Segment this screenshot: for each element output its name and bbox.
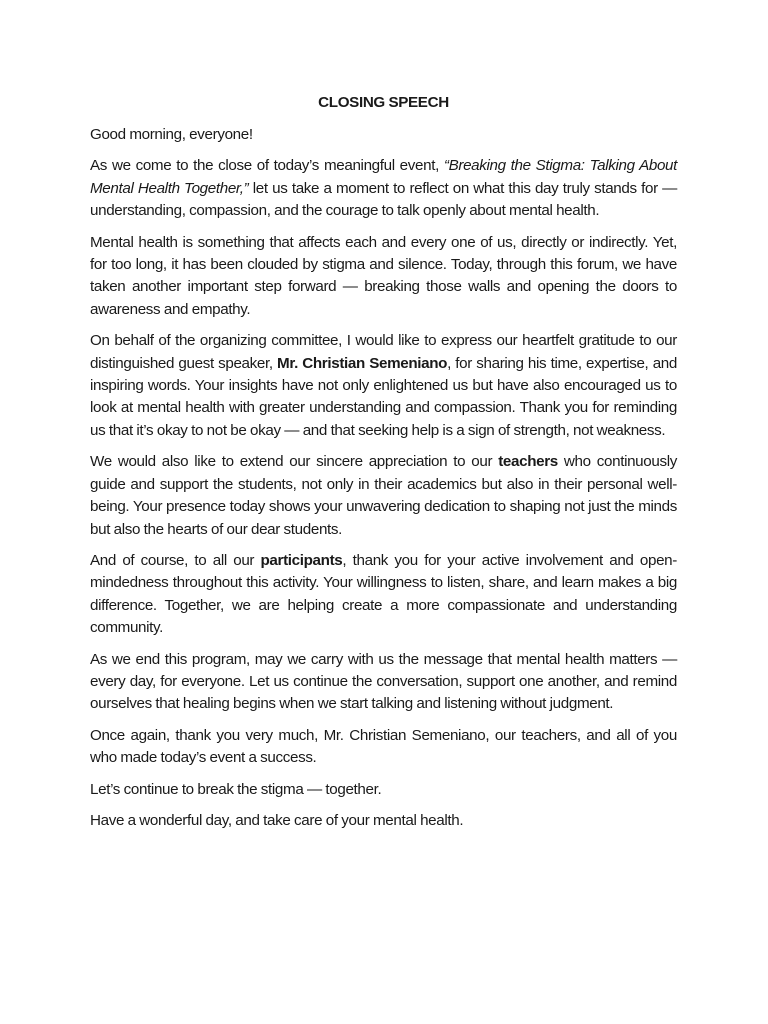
teachers-bold: teachers [498,453,558,471]
guest-speaker-name: Mr. Christian Semeniano [277,354,448,372]
gratitude-speaker-paragraph [90,330,677,442]
farewell-paragraph: Have a wonderful day, and take care of your mental health. [90,811,464,829]
participants-bold: participants [260,551,343,569]
teachers-paragraph [90,451,677,541]
intro-paragraph [90,155,677,222]
mental-health-paragraph: Mental health is something that affects each and every one of us, directly or indirectly. Yet, for too long, it has been clouded by stigma and silence. Today, through this forum, we have taken another important step forward — breaking those walls and opening the doors to awareness and empathy. [90,233,677,318]
teachers-text-end: who continuously guide and support the students, not only in their academics but also in their personal well-being. Your presence today shows your unwavering dedication to shaping not just the minds but also the hearts of our dear students. [90,453,677,538]
speech-page [90,90,677,841]
document-title: CLOSING SPEECH [318,94,449,111]
intro-text-end: let us take a moment to reflect on what this day truly stands for — understanding, compassion, and the courage to talk openly about mental health. [90,179,677,220]
gratitude-text-start: On behalf of the organizing committee, I would like to express our heartfelt gratitude to our distinguished guest speaker, [90,332,677,372]
break-stigma-paragraph: Let’s continue to break the stigma — together. [90,780,382,798]
participants-text-start: And of course, to all our [90,551,261,569]
participants-paragraph [90,550,677,640]
teachers-text-start: We would also like to extend our sincere appreciation to our [90,453,499,471]
event-name: “Breaking the Stigma: Talking About Mental Health Together,” [90,157,678,197]
gratitude-text-end: , for sharing his time, expertise, and inspiring words. Your insights have not only enlightened us but have also encouraged us to look at mental health with greater understanding and compassion. Thank you for reminding us that it’s okay to not be okay — and that seeking help is a sign of strength, not weakness. [90,354,677,439]
intro-text-start: As we come to the close of today’s meaningful event, [90,157,444,175]
greeting-paragraph: Good morning, everyone! [90,126,253,143]
closing-message-paragraph: As we end this program, may we carry with us the message that mental health matters — every day, for everyone. Let us continue the conversation, support one another, and remind ourselves that healing begins when we start talking and listening without judgment. [90,650,677,713]
thanks-paragraph: Once again, thank you very much, Mr. Christian Semeniano, our teachers, and all of you who made today’s event a success. [90,726,677,767]
participants-text-end: , thank you for your active involvement and open-mindedness throughout this activity. Your willingness to listen, share, and learn makes a big difference. Together, we are helping create a more compassionate and understanding community. [90,551,677,637]
